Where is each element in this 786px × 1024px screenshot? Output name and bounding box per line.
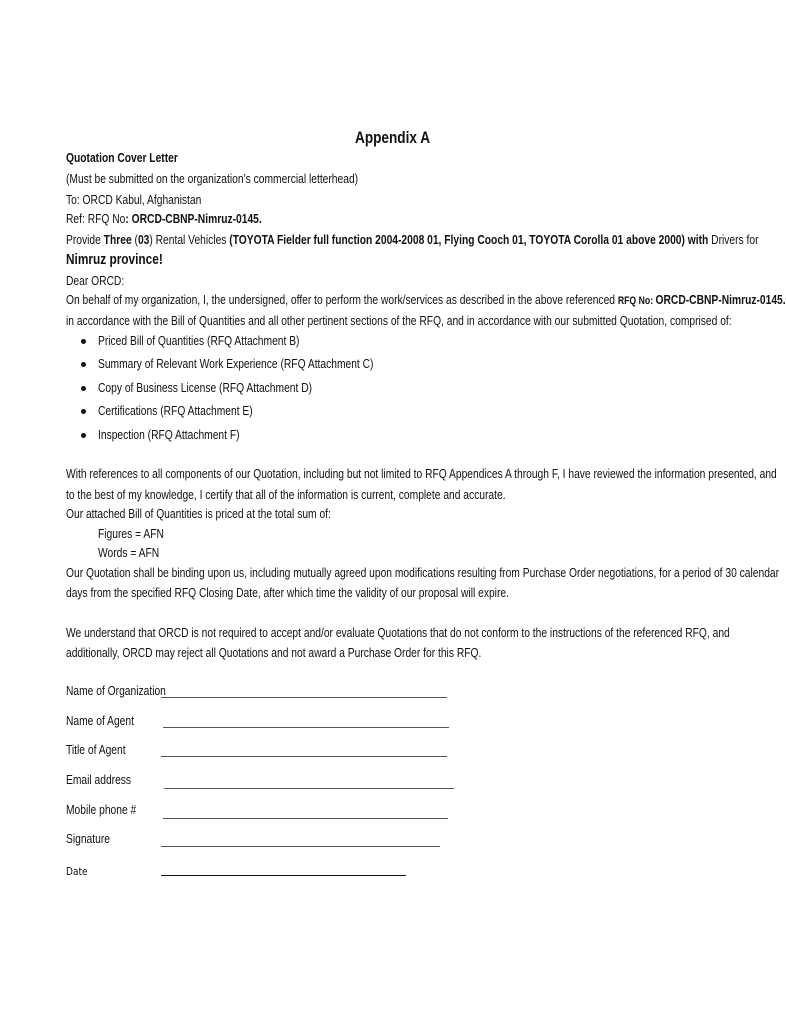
- mobile-label: Mobile phone #: [66, 802, 137, 817]
- list-item: Inspection (RFQ Attachment F): [98, 427, 240, 442]
- agent-name-label: Name of Agent: [66, 713, 134, 728]
- figures-line: Figures = AFN: [98, 526, 164, 541]
- bullet-icon: [81, 433, 86, 438]
- validity-line-2: days from the specified RFQ Closing Date, after which time the validity of our proposal will expire.: [66, 585, 509, 600]
- provide-vehicles: (TOYOTA Fielder full function 2004-2008 01, Flying Cooch 01, TOYOTA Corolla 01 above 2000) with: [229, 232, 709, 247]
- province-line: Nimruz province!: [66, 251, 163, 268]
- salutation: Dear ORCD:: [66, 273, 125, 288]
- provide-text-4: Drivers for: [708, 232, 759, 247]
- validity-line-1: Our Quotation shall be binding upon us, including mutually agreed upon modifications resulting from Purchase Order negotiations, for a period of 30 calendar: [66, 565, 780, 580]
- signature-label: Signature: [66, 831, 110, 846]
- bullet-icon: [81, 362, 86, 367]
- bullet-icon: [81, 339, 86, 344]
- provide-text-2: (: [131, 232, 138, 247]
- document-title: Appendix A: [355, 128, 431, 147]
- reference-colon: :: [125, 211, 129, 226]
- list-item: Certifications (RFQ Attachment E): [98, 403, 253, 418]
- reference-line: [66, 211, 262, 227]
- offer-rfq-number: ORCD-CBNP-Nimruz-0145.: [655, 292, 786, 307]
- conformity-line-1: We understand that ORCD is not required to accept and/or evaluate Quotations that do not conform to the instructions of the referenced RFQ, and: [66, 625, 730, 640]
- agent-title-label: Title of Agent: [66, 742, 126, 757]
- organization-field[interactable]: [161, 697, 447, 698]
- date-label: Date: [66, 865, 88, 878]
- provide-count-number: 03: [137, 232, 150, 247]
- reference-number: ORCD-CBNP-Nimruz-0145.: [128, 211, 262, 226]
- date-field[interactable]: [161, 875, 406, 876]
- list-item: Priced Bill of Quantities (RFQ Attachment B): [98, 333, 300, 348]
- offer-text: On behalf of my organization, I, the undersigned, offer to perform the work/services as described in the above referenced: [66, 292, 618, 307]
- agent-title-field[interactable]: [161, 756, 447, 757]
- signature-field[interactable]: [161, 846, 440, 847]
- email-field[interactable]: [164, 788, 454, 789]
- provide-text-3: ) Rental Vehicles: [149, 232, 230, 247]
- certification-line-1: With references to all components of our Quotation, including but not limited to RFQ Appendices A through F, I have reviewed the information presented, and: [66, 466, 777, 481]
- agent-name-field[interactable]: [163, 727, 449, 728]
- provide-text-1: Provide: [66, 232, 104, 247]
- mobile-field[interactable]: [163, 818, 448, 819]
- offer-rfq-label: RFQ No:: [617, 295, 656, 307]
- provide-count-word: Three: [103, 232, 132, 247]
- words-line: Words = AFN: [98, 545, 160, 560]
- offer-paragraph-line-2: in accordance with the Bill of Quantities and all other pertinent sections of the RFQ, and in accordance with our submitted Quotation, comprised of:: [66, 313, 732, 328]
- email-label: Email address: [66, 772, 132, 787]
- letterhead-note: (Must be submitted on the organization’s commercial letterhead): [66, 171, 359, 186]
- list-item: Summary of Relevant Work Experience (RFQ Attachment C): [98, 356, 374, 371]
- certification-line-2: to the best of my knowledge, I certify that all of the information is current, complete and accurate.: [66, 487, 506, 502]
- total-sum-line: Our attached Bill of Quantities is priced at the total sum of:: [66, 506, 331, 521]
- list-item: Copy of Business License (RFQ Attachment D): [98, 380, 313, 395]
- offer-paragraph-line-1: [66, 292, 786, 309]
- bullet-icon: [81, 409, 86, 414]
- recipient-line: To: ORCD Kabul, Afghanistan: [66, 192, 202, 207]
- conformity-line-2: additionally, ORCD may reject all Quotations and not award a Purchase Order for this RFQ.: [66, 645, 482, 660]
- reference-prefix: Ref: RFQ No: [66, 211, 126, 226]
- provide-line: [66, 232, 759, 248]
- organization-label: Name of Organization: [66, 683, 166, 698]
- letter-heading: Quotation Cover Letter: [66, 150, 178, 165]
- bullet-icon: [81, 386, 86, 391]
